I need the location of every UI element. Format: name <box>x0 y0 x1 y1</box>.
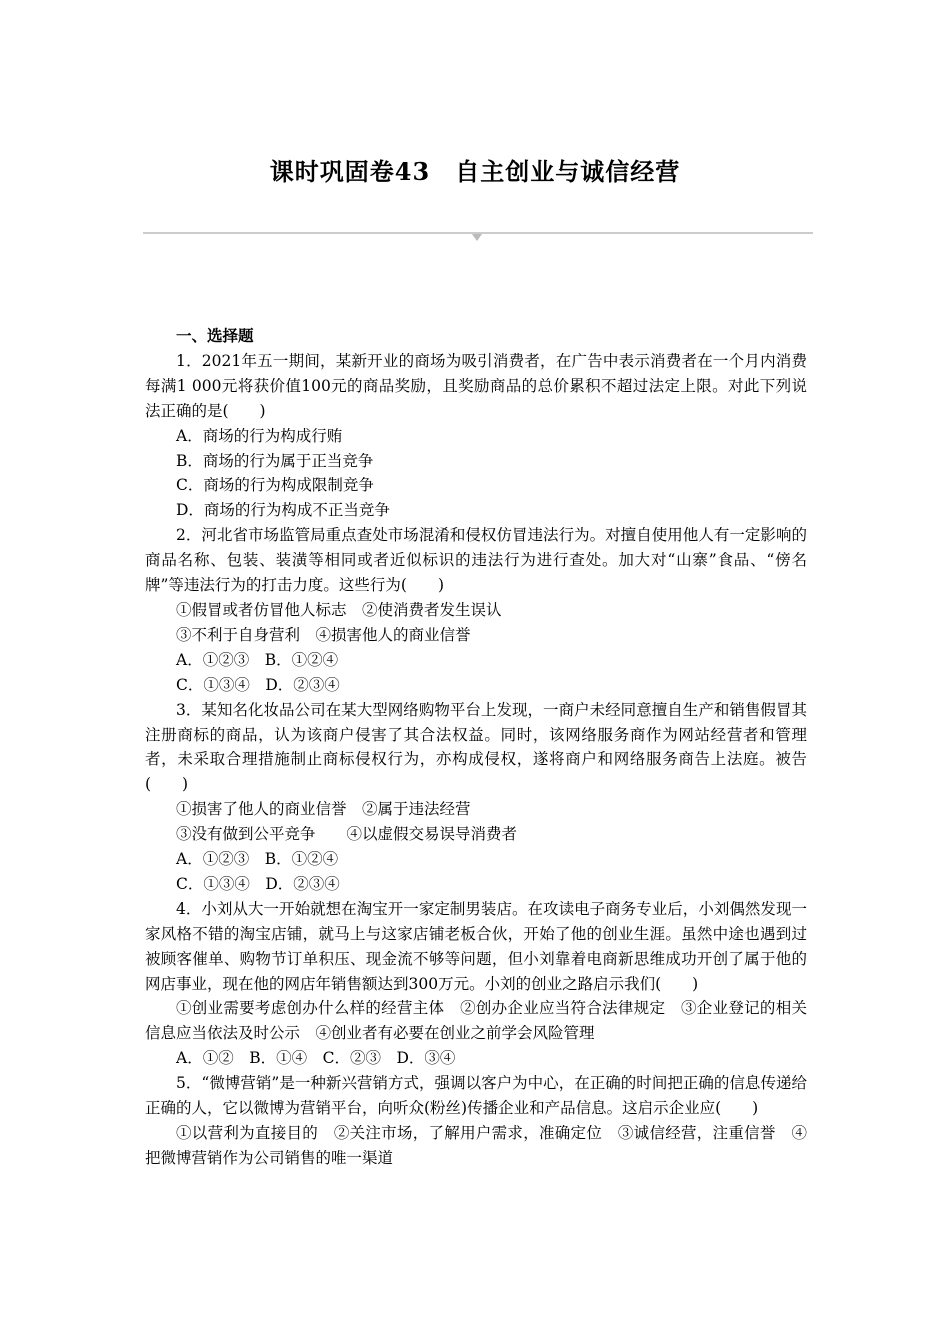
q1-option-b: B．商场的行为属于正当竞争 <box>176 451 374 470</box>
q3-options-ab: A．①②③ B．①②④ <box>176 850 339 869</box>
q1-stem: 1．2021年五一期间，某新开业的商场为吸引消费者，在广告中表示消费者在一个月内消费每满1 000元将获价值100元的商品奖励，且奖励商品的总价累积不超过法定上限。对此下列说法正确的是( ) <box>145 351 807 420</box>
q4-statements: ①创业需要考虑创办什么样的经营主体 ②创办企业应当符合法律规定 ③企业登记的相关信息应当依法及时公示 ④创业者有必要在创业之前学会风险管理 <box>145 999 807 1043</box>
q5-stem: 5．“微博营销”是一种新兴营销方式，强调以客户为中心，在正确的时间把正确的信息传递给正确的人，它以微博为营销平台，向听众(粉丝)传播企业和产品信息。这启示企业应( ) <box>145 1074 807 1118</box>
q2-options-ab: A．①②③ B．①②④ <box>176 650 339 669</box>
q1-option-c: C．商场的行为构成限制竞争 <box>176 476 374 495</box>
q3-statements-1: ①损害了他人的商业信誉 ②属于违法经营 <box>176 800 471 819</box>
q2-statements-2: ③不利于自身营利 ④损害他人的商业信誉 <box>176 625 471 644</box>
q2-options-cd: C．①③④ D．②③④ <box>176 675 340 694</box>
divider-triangle-icon <box>472 234 482 241</box>
q1-option-d: D．商场的行为构成不正当竞争 <box>176 501 390 520</box>
q5-statements: ①以营利为直接目的 ②关注市场，了解用户需求，准确定位 ③诚信经营，注重信誉 ④把微博营销作为公司销售的唯一渠道 <box>145 1124 807 1167</box>
q2-statements-1: ①假冒或者仿冒他人标志 ②使消费者发生误认 <box>176 600 502 619</box>
section-heading: 一、选择题 <box>176 326 254 345</box>
q3-stem: 3．某知名化妆品公司在某大型网络购物平台上发现，一商户未经同意擅自生产和销售假冒其注册商标的商品，认为该商户侵害了其合法权益。同时，该网络服务商作为网站经营者和管理者，未采取合理措施制止商标侵权行为，亦构成侵权，遂将商户和网络服务商告上法庭。被告( ) <box>145 700 807 794</box>
page-title: 课时巩固卷43 自主创业与诚信经营 <box>269 157 681 186</box>
q2-stem: 2．河北省市场监管局重点查处市场混淆和侵权仿冒违法行为。对擅自使用他人有一定影响的商品名称、包装、装潢等相同或者近似标识的违法行为进行查处。加大对“山寨”食品、“傍名牌”等违法行为的打击力度。这些行为( ) <box>145 526 807 595</box>
q4-options: A．①② B．①④ C．②③ D．③④ <box>176 1049 456 1068</box>
q1-option-a: A．商场的行为构成行贿 <box>176 426 343 445</box>
q3-statements-2: ③没有做到公平竞争 ④以虚假交易误导消费者 <box>176 825 518 844</box>
q4-stem: 4．小刘从大一开始就想在淘宝开一家定制男装店。在攻读电子商务专业后，小刘偶然发现一家风格不错的淘宝店铺，就马上与这家店铺老板合伙，开始了他的创业生涯。虽然中途也遇到过被顾客催单、购物节订单积压、现金流不够等问题，但小刘靠着电商新思维成功开创了属于他的网店事业，现在他的网店年销售额达到300万元。小刘的创业之路启示我们( ) <box>145 899 807 993</box>
q3-options-cd: C．①③④ D．②③④ <box>176 874 340 893</box>
question-content <box>145 324 807 1171</box>
